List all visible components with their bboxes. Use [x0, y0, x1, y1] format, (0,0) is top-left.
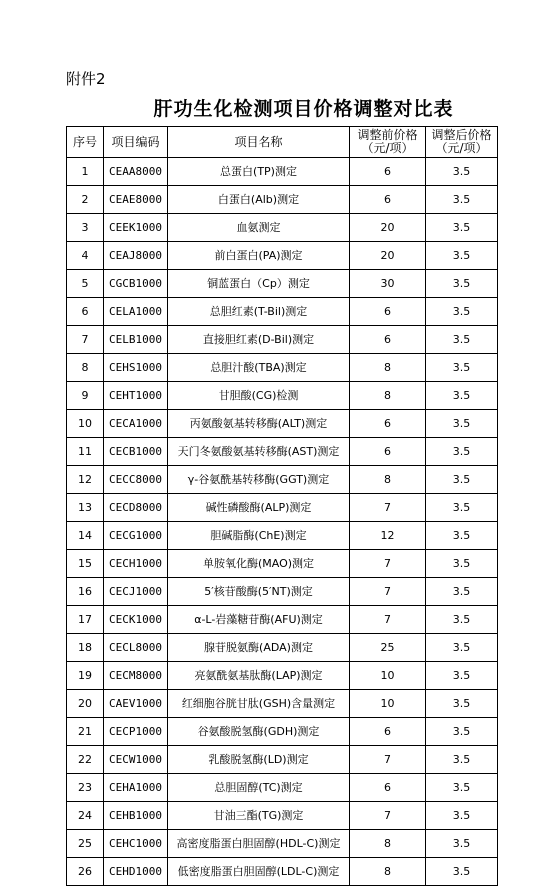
- row-name: [168, 578, 350, 606]
- row-name: [168, 802, 350, 830]
- row-price-before: 6: [350, 718, 426, 746]
- table-body: [67, 158, 498, 886]
- row-price-before: 7: [350, 550, 426, 578]
- table-row: [67, 158, 498, 186]
- table-row: [67, 410, 498, 438]
- row-name: [168, 746, 350, 774]
- row-seq: 21: [67, 718, 104, 746]
- row-seq: 4: [67, 242, 104, 270]
- row-price-after: 3.5: [426, 718, 498, 746]
- header-seq: 序号: [67, 127, 104, 158]
- row-name: [168, 522, 350, 550]
- row-code: CEEK1000: [104, 214, 168, 242]
- row-price-after: 3.5: [426, 410, 498, 438]
- row-code: CECL8000: [104, 634, 168, 662]
- row-name-text: 直接胆红素(D-Bil)测定: [202, 332, 315, 346]
- row-price-before: 20: [350, 242, 426, 270]
- row-price-after: 3.5: [426, 270, 498, 298]
- row-name-text: 血氨测定: [236, 220, 281, 234]
- table-row: [67, 494, 498, 522]
- row-seq: 9: [67, 382, 104, 410]
- row-seq: 13: [67, 494, 104, 522]
- row-name-text: 胆碱脂酶(ChE)测定: [210, 528, 307, 542]
- row-seq: 10: [67, 410, 104, 438]
- row-price-before: 7: [350, 802, 426, 830]
- row-code: CEAJ8000: [104, 242, 168, 270]
- table-row: [67, 438, 498, 466]
- row-code: CEHD1000: [104, 858, 168, 886]
- row-code: CECK1000: [104, 606, 168, 634]
- row-code: CECB1000: [104, 438, 168, 466]
- row-name: [168, 774, 350, 802]
- attachment-label: 附件2: [66, 70, 106, 88]
- row-price-before: 6: [350, 438, 426, 466]
- row-name: [168, 690, 350, 718]
- row-seq: 23: [67, 774, 104, 802]
- row-seq: 1: [67, 158, 104, 186]
- header-price-before: 调整前价格（元/项）: [350, 127, 426, 158]
- row-code: CELB1000: [104, 326, 168, 354]
- row-price-after: 3.5: [426, 606, 498, 634]
- table-row: [67, 802, 498, 830]
- row-price-after: 3.5: [426, 522, 498, 550]
- row-price-after: 3.5: [426, 858, 498, 886]
- header-price-after: 调整后价格（元/项）: [426, 127, 498, 158]
- row-name-text: 白蛋白(Alb)测定: [217, 192, 300, 206]
- row-name: [168, 158, 350, 186]
- row-name-text: 碱性磷酸酶(ALP)测定: [205, 500, 312, 514]
- row-name: [168, 354, 350, 382]
- table-row: [67, 186, 498, 214]
- row-code: CEHC1000: [104, 830, 168, 858]
- row-seq: 24: [67, 802, 104, 830]
- table-row: [67, 690, 498, 718]
- row-seq: 26: [67, 858, 104, 886]
- row-price-after: 3.5: [426, 578, 498, 606]
- row-name-text: γ-谷氨酰基转移酶(GGT)测定: [187, 472, 330, 486]
- row-seq: 18: [67, 634, 104, 662]
- row-price-before: 25: [350, 634, 426, 662]
- row-price-before: 6: [350, 774, 426, 802]
- row-code: CECG1000: [104, 522, 168, 550]
- header-name: 项目名称: [168, 127, 350, 158]
- row-price-after: 3.5: [426, 382, 498, 410]
- row-name: [168, 410, 350, 438]
- row-name: [168, 662, 350, 690]
- document-title: 肝功生化检测项目价格调整对比表: [153, 98, 454, 120]
- row-price-after: 3.5: [426, 690, 498, 718]
- row-price-after: 3.5: [426, 802, 498, 830]
- table-row: [67, 830, 498, 858]
- row-code: CEHB1000: [104, 802, 168, 830]
- row-seq: 2: [67, 186, 104, 214]
- row-code: CEHA1000: [104, 774, 168, 802]
- row-price-after: 3.5: [426, 830, 498, 858]
- table-header: [67, 127, 498, 158]
- row-price-before: 8: [350, 354, 426, 382]
- row-name: [168, 606, 350, 634]
- row-seq: 8: [67, 354, 104, 382]
- row-price-after: 3.5: [426, 746, 498, 774]
- row-price-before: 8: [350, 830, 426, 858]
- row-price-after: 3.5: [426, 466, 498, 494]
- row-code: CECC8000: [104, 466, 168, 494]
- row-price-before: 30: [350, 270, 426, 298]
- row-name: [168, 830, 350, 858]
- row-price-before: 8: [350, 382, 426, 410]
- row-seq: 3: [67, 214, 104, 242]
- row-name: [168, 242, 350, 270]
- table-row: [67, 858, 498, 886]
- row-price-after: 3.5: [426, 662, 498, 690]
- row-price-after: 3.5: [426, 438, 498, 466]
- row-price-before: 8: [350, 466, 426, 494]
- row-name-text: 亮氨酰氨基肽酶(LAP)测定: [194, 668, 323, 682]
- row-code: CECW1000: [104, 746, 168, 774]
- table-row: [67, 354, 498, 382]
- row-seq: 11: [67, 438, 104, 466]
- row-price-before: 7: [350, 494, 426, 522]
- row-price-after: 3.5: [426, 158, 498, 186]
- row-price-after: 3.5: [426, 634, 498, 662]
- table-row: [67, 298, 498, 326]
- row-code: CELA1000: [104, 298, 168, 326]
- row-seq: 5: [67, 270, 104, 298]
- row-code: CEAA8000: [104, 158, 168, 186]
- row-name-text: 谷氨酸脱氢酶(GDH)测定: [197, 724, 320, 738]
- row-seq: 14: [67, 522, 104, 550]
- row-code: CEHS1000: [104, 354, 168, 382]
- row-name: [168, 186, 350, 214]
- table-row: [67, 634, 498, 662]
- row-seq: 16: [67, 578, 104, 606]
- row-seq: 25: [67, 830, 104, 858]
- table-row: [67, 270, 498, 298]
- header-row: [67, 127, 498, 158]
- row-name-text: 前白蛋白(PA)测定: [214, 248, 303, 262]
- row-name: [168, 466, 350, 494]
- row-price-before: 6: [350, 158, 426, 186]
- table-row: [67, 662, 498, 690]
- row-name-text: 总胆固醇(TC)测定: [214, 780, 303, 794]
- row-name-text: 总蛋白(TP)测定: [220, 164, 297, 178]
- row-name: [168, 382, 350, 410]
- table-row: [67, 466, 498, 494]
- row-name: [168, 550, 350, 578]
- row-price-before: 6: [350, 410, 426, 438]
- row-seq: 17: [67, 606, 104, 634]
- row-price-after: 3.5: [426, 242, 498, 270]
- row-seq: 22: [67, 746, 104, 774]
- row-name: [168, 270, 350, 298]
- table-row: [67, 774, 498, 802]
- row-seq: 20: [67, 690, 104, 718]
- row-price-before: 6: [350, 298, 426, 326]
- row-code: CECJ1000: [104, 578, 168, 606]
- row-name: [168, 438, 350, 466]
- row-name-text: 天门冬氨酸氨基转移酶(AST)测定: [177, 444, 340, 458]
- row-name-text: 丙氨酸氨基转移酶(ALT)测定: [189, 416, 328, 430]
- table-row: [67, 718, 498, 746]
- row-price-after: 3.5: [426, 214, 498, 242]
- row-name-text: 乳酸脱氢酶(LD)测定: [208, 752, 309, 766]
- table-row: [67, 550, 498, 578]
- row-price-after: 3.5: [426, 494, 498, 522]
- row-price-before: 7: [350, 578, 426, 606]
- row-name-text: 红细胞谷胱甘肽(GSH)含量测定: [181, 696, 336, 710]
- row-name-text: 甘油三酯(TG)测定: [213, 808, 304, 822]
- row-code: CEHT1000: [104, 382, 168, 410]
- row-code: CECA1000: [104, 410, 168, 438]
- row-price-after: 3.5: [426, 186, 498, 214]
- row-price-after: 3.5: [426, 550, 498, 578]
- row-name: [168, 634, 350, 662]
- row-seq: 6: [67, 298, 104, 326]
- table-row: [67, 242, 498, 270]
- row-price-after: 3.5: [426, 326, 498, 354]
- table-row: [67, 522, 498, 550]
- table-row: [67, 606, 498, 634]
- row-price-before: 7: [350, 746, 426, 774]
- row-name: [168, 298, 350, 326]
- row-seq: 12: [67, 466, 104, 494]
- row-name-text: 腺苷脱氨酶(ADA)测定: [204, 640, 313, 654]
- row-seq: 15: [67, 550, 104, 578]
- row-price-before: 6: [350, 326, 426, 354]
- table-row: [67, 326, 498, 354]
- row-name-text: 单胺氧化酶(MAO)测定: [202, 556, 315, 570]
- row-name-text: 5′核苷酸酶(5′NT)测定: [204, 584, 313, 598]
- row-price-before: 10: [350, 662, 426, 690]
- row-code: CECD8000: [104, 494, 168, 522]
- header-code: 项目编码: [104, 127, 168, 158]
- row-code: CEAE8000: [104, 186, 168, 214]
- row-name: [168, 858, 350, 886]
- table-row: [67, 746, 498, 774]
- row-name-text: 总胆红素(T-Bil)测定: [209, 304, 308, 318]
- row-name-text: 甘胆酸(CG)检测: [218, 388, 299, 402]
- row-name: [168, 718, 350, 746]
- price-comparison-table: [66, 126, 498, 886]
- row-price-before: 20: [350, 214, 426, 242]
- row-price-after: 3.5: [426, 774, 498, 802]
- row-price-before: 12: [350, 522, 426, 550]
- table-row: [67, 214, 498, 242]
- row-price-after: 3.5: [426, 298, 498, 326]
- row-name: [168, 326, 350, 354]
- row-price-before: 7: [350, 606, 426, 634]
- row-price-before: 6: [350, 186, 426, 214]
- row-name: [168, 494, 350, 522]
- row-name-text: 高密度脂蛋白胆固醇(HDL-C)测定: [176, 836, 341, 850]
- row-code: CECH1000: [104, 550, 168, 578]
- table-row: [67, 578, 498, 606]
- row-seq: 7: [67, 326, 104, 354]
- row-name-text: 低密度脂蛋白胆固醇(LDL-C)测定: [177, 864, 340, 878]
- row-code: CECM8000: [104, 662, 168, 690]
- row-seq: 19: [67, 662, 104, 690]
- row-price-before: 10: [350, 690, 426, 718]
- table-row: [67, 382, 498, 410]
- row-name-text: α-L-岩藻糖苷酶(AFU)测定: [194, 612, 323, 626]
- row-price-after: 3.5: [426, 354, 498, 382]
- row-price-before: 8: [350, 858, 426, 886]
- row-name: [168, 214, 350, 242]
- row-code: CGCB1000: [104, 270, 168, 298]
- row-name-text: 总胆汁酸(TBA)测定: [210, 360, 307, 374]
- row-code: CECP1000: [104, 718, 168, 746]
- row-code: CAEV1000: [104, 690, 168, 718]
- row-name-text: 铜蓝蛋白（Cp）测定: [207, 276, 310, 290]
